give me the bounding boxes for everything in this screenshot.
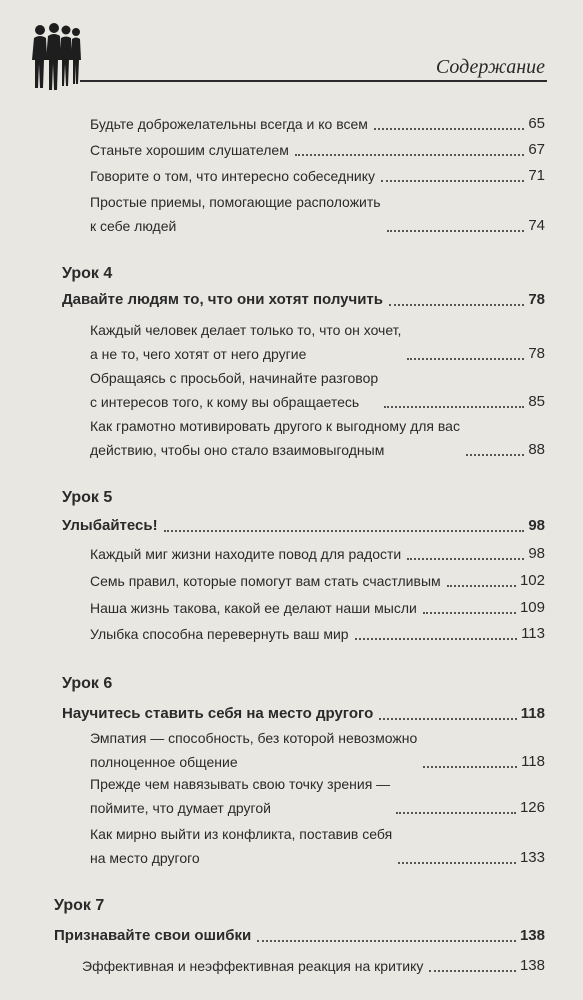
entry-page: 133 (519, 849, 545, 866)
entry-title: Будьте доброжелательны всегда и ко всем (90, 116, 368, 132)
toc-entry (90, 366, 545, 414)
entry-title: Говорите о том, что интересно собеседнику (90, 168, 376, 184)
header-rule (80, 80, 547, 82)
entry-page: 78 (528, 345, 545, 362)
leader-dots (407, 558, 524, 560)
leader-dots (447, 585, 516, 587)
entry-page: 113 (521, 625, 545, 642)
entry-page: 71 (528, 167, 545, 184)
leader-dots (379, 718, 517, 720)
lesson-title: Признавайте свои ошибки (54, 927, 252, 944)
lesson-label: Урок 6 (62, 675, 113, 692)
entry-title: Эмпатия — способность, без которой невозможно полноценное общение (90, 730, 418, 770)
leader-dots (387, 230, 525, 232)
lesson-title: Улыбайтесь! (62, 517, 158, 534)
lesson-page: 118 (520, 705, 545, 722)
lesson-label: Урок 7 (54, 897, 105, 914)
toc-entry (90, 726, 545, 774)
toc-entry (90, 622, 545, 646)
entry-title: Семь правил, которые помогут вам стать счастливым (90, 573, 441, 589)
lesson-title: Давайте людям то, что они хотят получить (62, 291, 383, 308)
entry-page: 138 (519, 957, 545, 974)
toc-entry (90, 596, 545, 620)
toc-entry (90, 542, 545, 566)
entry-page: 118 (521, 753, 545, 770)
leader-dots (374, 128, 524, 130)
lesson-title-entry (62, 702, 545, 726)
toc-entry (90, 772, 545, 820)
leader-dots (381, 180, 524, 182)
entry-page: 88 (528, 441, 545, 458)
entry-title: Эффективная и неэффективная реакция на критику (82, 958, 424, 974)
leader-dots (398, 862, 516, 864)
toc-entry (90, 138, 545, 162)
entry-page: 65 (528, 115, 545, 132)
leader-dots (396, 812, 516, 814)
entry-title: Каждый миг жизни находите повод для радости (90, 546, 402, 562)
lesson-label: Урок 5 (62, 489, 113, 506)
leader-dots (295, 154, 524, 156)
toc-entry (90, 414, 545, 462)
toc-entry (90, 569, 545, 593)
leader-dots (389, 304, 524, 306)
entry-title: Каждый человек делает только то, что он хочет, а не то, чего хотят от него другие (90, 322, 402, 362)
entry-title: Обращаясь с просьбой, начинайте разговор с интересов того, к кому вы обращаетесь (90, 370, 379, 410)
entry-page: 102 (519, 572, 545, 589)
leader-dots (257, 940, 516, 942)
lesson-page: 138 (519, 927, 545, 944)
lesson-page: 78 (528, 291, 545, 308)
entry-title: Станьте хорошим слушателем (90, 142, 289, 158)
toc-entry (82, 954, 545, 978)
page-header-title: Содержание (435, 56, 545, 78)
leader-dots (164, 530, 525, 532)
toc-entry (90, 190, 545, 238)
entry-title: Наша жизнь такова, какой ее делают наши мысли (90, 600, 417, 616)
entry-page: 85 (528, 393, 545, 410)
lesson-title-entry (62, 288, 545, 312)
toc-entry (90, 112, 545, 136)
entry-title: Простые приемы, помогающие расположить к себе людей (90, 194, 381, 234)
leader-dots (384, 406, 524, 408)
entry-page: 109 (519, 599, 545, 616)
leader-dots (423, 612, 516, 614)
toc-entry (90, 164, 545, 188)
people-silhouette-icon (30, 20, 82, 92)
leader-dots (407, 358, 524, 360)
entry-page: 126 (519, 799, 545, 816)
lesson-title-entry (62, 514, 545, 538)
entry-title: Прежде чем навязывать свою точку зрения — поймите, что думает другой (90, 776, 391, 816)
lesson-page: 98 (528, 517, 545, 534)
entry-title: Улыбка способна перевернуть ваш мир (90, 626, 349, 642)
leader-dots (423, 766, 517, 768)
toc-entry (90, 822, 545, 870)
lesson-title-entry (54, 924, 545, 948)
leader-dots (429, 970, 516, 972)
leader-dots (355, 638, 517, 640)
entry-page: 98 (528, 545, 545, 562)
entry-page: 74 (528, 217, 545, 234)
lesson-title: Научитесь ставить себя на место другого (62, 705, 374, 722)
entry-page: 67 (528, 141, 545, 158)
entry-title: Как грамотно мотивировать другого к выгодному для вас действию, чтобы оно стало взаимовыгодным (90, 418, 460, 458)
leader-dots (466, 454, 524, 456)
entry-title: Как мирно выйти из конфликта, поставив себя на место другого (90, 826, 393, 866)
lesson-label: Урок 4 (62, 265, 113, 282)
toc-entry (90, 318, 545, 366)
